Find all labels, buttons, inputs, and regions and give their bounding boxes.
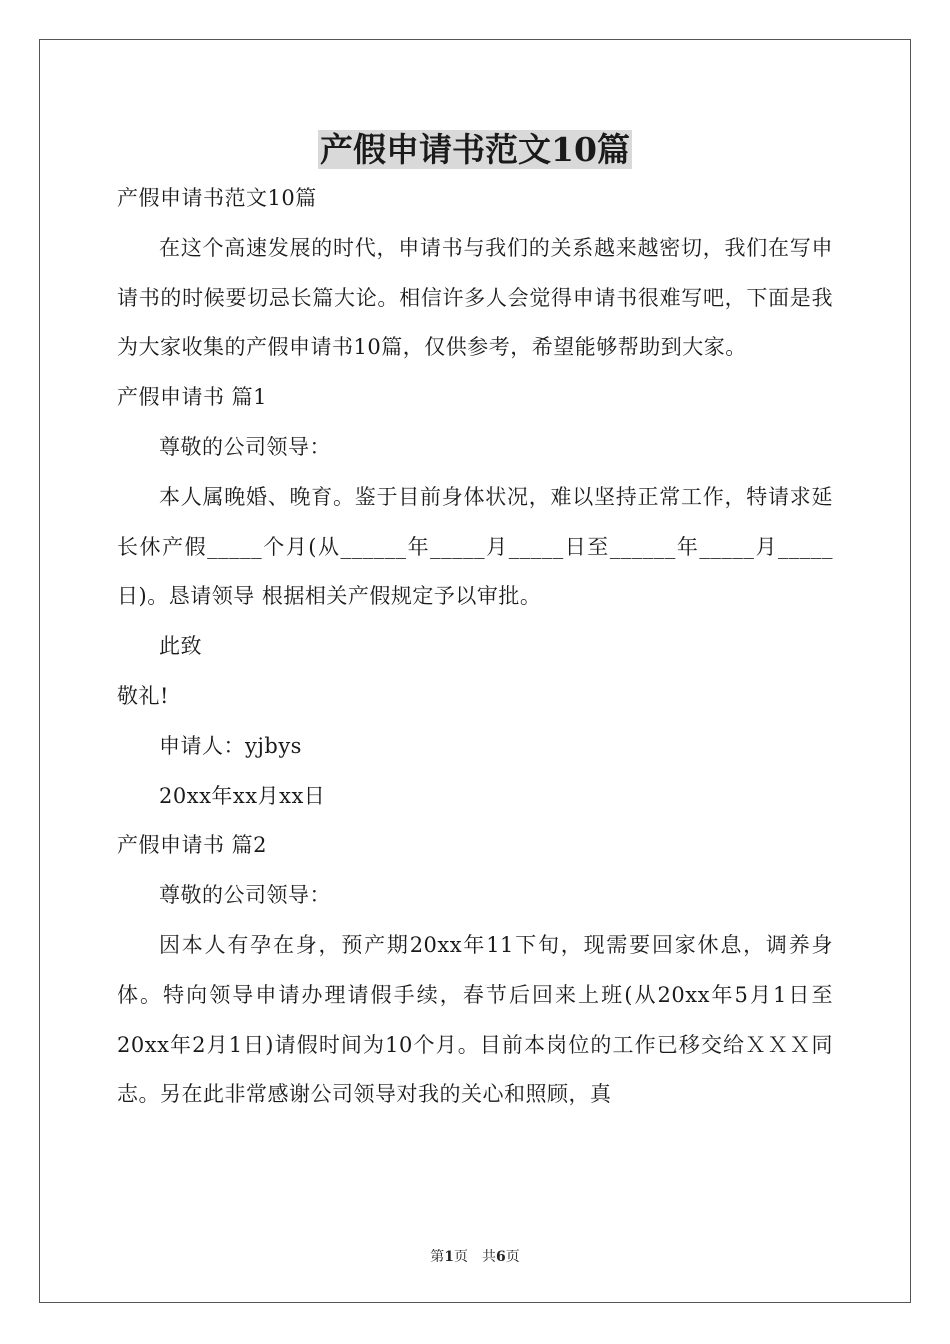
page-number: 1 — [444, 1249, 454, 1265]
paragraph: 产假申请书 篇1 — [117, 385, 268, 410]
paragraph: 产假申请书范文10篇 — [117, 186, 317, 210]
paragraph: 申请人：yjbys — [159, 733, 302, 758]
document-title-text: 产假申请书范文10篇 — [320, 130, 630, 169]
page-prefix: 第 — [430, 1249, 445, 1265]
paragraph: 产假申请书 篇2 — [117, 833, 268, 858]
paragraph: 因本人有孕在身，预产期20xx年11下旬，现需要回家休息，调养身体。特向领导申请办理请假手续，春节后回来上班(从20xx年5月1日至20xx年2月1日)请假时间为10个月。目前本岗位的工作已移交给ＸＸＸ同志。另在此非常感谢公司领导对我的关心和照顾，真 — [117, 932, 833, 1107]
total-pages: 6 — [496, 1249, 506, 1265]
paragraph: 尊敬的公司领导： — [159, 883, 331, 908]
total-suffix: 页 — [505, 1249, 520, 1265]
paragraph: 本人属晚婚、晚育。鉴于目前身体状况，难以坚持正常工作，特请求延长休产假_____个月(从______年_____月_____日至______年_____月_____日)。恳请领导 根据相关产假规定予以审批。 — [117, 484, 833, 609]
total-prefix: 共 — [482, 1249, 496, 1265]
paragraph: 尊敬的公司领导： — [159, 434, 331, 459]
paragraph: 此致 — [159, 634, 202, 659]
paragraph: 在这个高速发展的时代，申请书与我们的关系越来越密切，我们在写申请书的时候要切忌长篇大论。相信许多人会觉得申请书很难写吧，下面是我为大家收集的产假申请书10篇，仅供参考，希望能够帮助到大家。 — [117, 235, 833, 360]
document-body — [117, 174, 833, 1120]
paragraph: 敬礼! — [117, 683, 169, 708]
document-title — [0, 124, 950, 176]
page-suffix: 页 — [454, 1249, 468, 1265]
paragraph: 20xx年xx月xx日 — [159, 783, 326, 808]
page-footer — [0, 1246, 950, 1266]
